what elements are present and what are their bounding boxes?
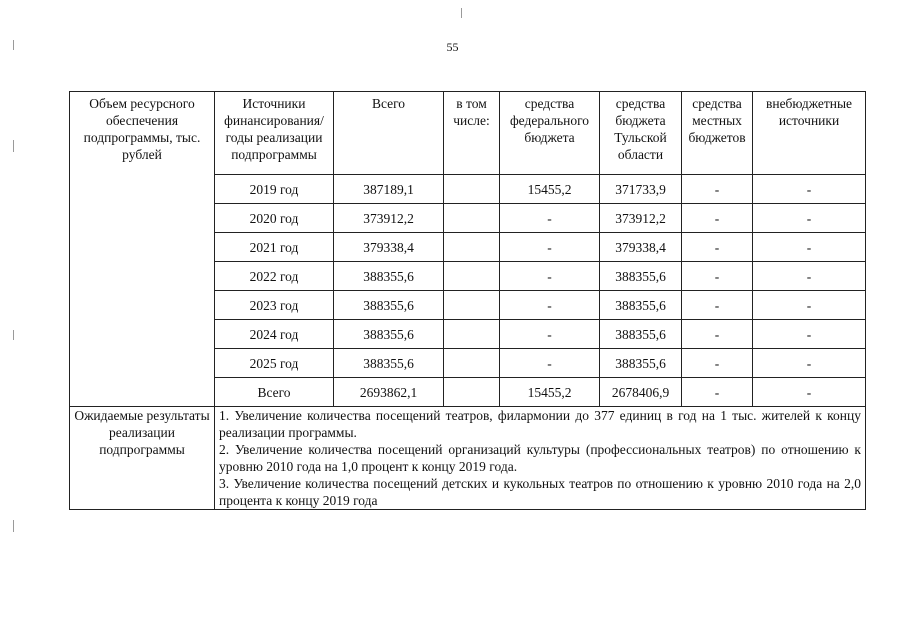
- row-year: 2025 год: [215, 349, 334, 378]
- scan-mark: [13, 140, 14, 152]
- row-local: -: [682, 233, 753, 262]
- row-including: [444, 175, 500, 204]
- row-federal: 15455,2: [500, 175, 600, 204]
- page-number: 55: [446, 40, 459, 54]
- row-regional: 373912,2: [600, 204, 682, 233]
- row-federal: -: [500, 320, 600, 349]
- row-regional: 388355,6: [600, 320, 682, 349]
- header-total: Всего: [334, 92, 444, 175]
- header-local: средства местных бюджетов: [682, 92, 753, 175]
- row-total: 388355,6: [334, 349, 444, 378]
- result-item: 1. Увеличение количества посещений театров, филармонии до 377 единиц в год на 1 тыс. жителей к концу реализации программы.: [219, 408, 861, 440]
- row-total: 388355,6: [334, 320, 444, 349]
- row-federal: -: [500, 262, 600, 291]
- header-including: в том числе:: [444, 92, 500, 175]
- row-regional: 379338,4: [600, 233, 682, 262]
- row-local: -: [682, 262, 753, 291]
- scan-mark: [13, 520, 14, 532]
- row-total: 388355,6: [334, 262, 444, 291]
- row-local: -: [682, 378, 753, 407]
- scan-mark: [13, 330, 14, 340]
- header-row: [70, 92, 866, 175]
- row-regional: 371733,9: [600, 175, 682, 204]
- row-extra: -: [753, 320, 866, 349]
- header-sources: Источники финансирования/ годы реализации подпрограммы: [215, 92, 334, 175]
- row-regional: 388355,6: [600, 262, 682, 291]
- row-local: -: [682, 204, 753, 233]
- row-total: 2693862,1: [334, 378, 444, 407]
- row-regional: 388355,6: [600, 291, 682, 320]
- row-extra: -: [753, 378, 866, 407]
- row-local: -: [682, 349, 753, 378]
- row-extra: -: [753, 233, 866, 262]
- row-extra: -: [753, 262, 866, 291]
- row-including: [444, 291, 500, 320]
- row-year: 2023 год: [215, 291, 334, 320]
- row-regional: 388355,6: [600, 349, 682, 378]
- result-item: 3. Увеличение количества посещений детских и кукольных театров по отношению к уровню 2010 года на 2,0 процента к концу 2019 года: [219, 476, 861, 508]
- row-local: -: [682, 291, 753, 320]
- row-local: -: [682, 175, 753, 204]
- row-year: 2021 год: [215, 233, 334, 262]
- result-item: 2. Увеличение количества посещений организаций культуры (профессиональных театров) по отношению к уровню 2010 года на 1,0 процент к концу 2019 года.: [219, 442, 861, 474]
- results-text: [215, 407, 866, 510]
- row-extra: -: [753, 175, 866, 204]
- row-total: 379338,4: [334, 233, 444, 262]
- scan-mark: [13, 40, 14, 50]
- row-federal: -: [500, 291, 600, 320]
- row-including: [444, 320, 500, 349]
- header-regional: средства бюджета Тульской области: [600, 92, 682, 175]
- resources-label: Объем ресурсного обеспечения подпрограммы, тыс. рублей: [70, 92, 215, 407]
- row-federal: -: [500, 204, 600, 233]
- row-year: 2020 год: [215, 204, 334, 233]
- row-year: 2024 год: [215, 320, 334, 349]
- row-year: 2019 год: [215, 175, 334, 204]
- row-including: [444, 204, 500, 233]
- scan-mark: [461, 8, 462, 18]
- row-extra: -: [753, 291, 866, 320]
- row-year: Всего: [215, 378, 334, 407]
- row-local: -: [682, 320, 753, 349]
- header-extra: внебюджетные источники: [753, 92, 866, 175]
- row-including: [444, 349, 500, 378]
- results-row: [70, 407, 866, 510]
- row-extra: -: [753, 349, 866, 378]
- row-total: 387189,1: [334, 175, 444, 204]
- results-label: Ожидаемые результаты реализации подпрограммы: [70, 407, 215, 510]
- row-federal: -: [500, 233, 600, 262]
- header-federal: средства федерального бюджета: [500, 92, 600, 175]
- row-including: [444, 233, 500, 262]
- row-year: 2022 год: [215, 262, 334, 291]
- resource-table: [69, 91, 866, 510]
- row-including: [444, 262, 500, 291]
- row-extra: -: [753, 204, 866, 233]
- row-federal: 15455,2: [500, 378, 600, 407]
- row-total: 388355,6: [334, 291, 444, 320]
- row-including: [444, 378, 500, 407]
- row-federal: -: [500, 349, 600, 378]
- row-total: 373912,2: [334, 204, 444, 233]
- row-regional: 2678406,9: [600, 378, 682, 407]
